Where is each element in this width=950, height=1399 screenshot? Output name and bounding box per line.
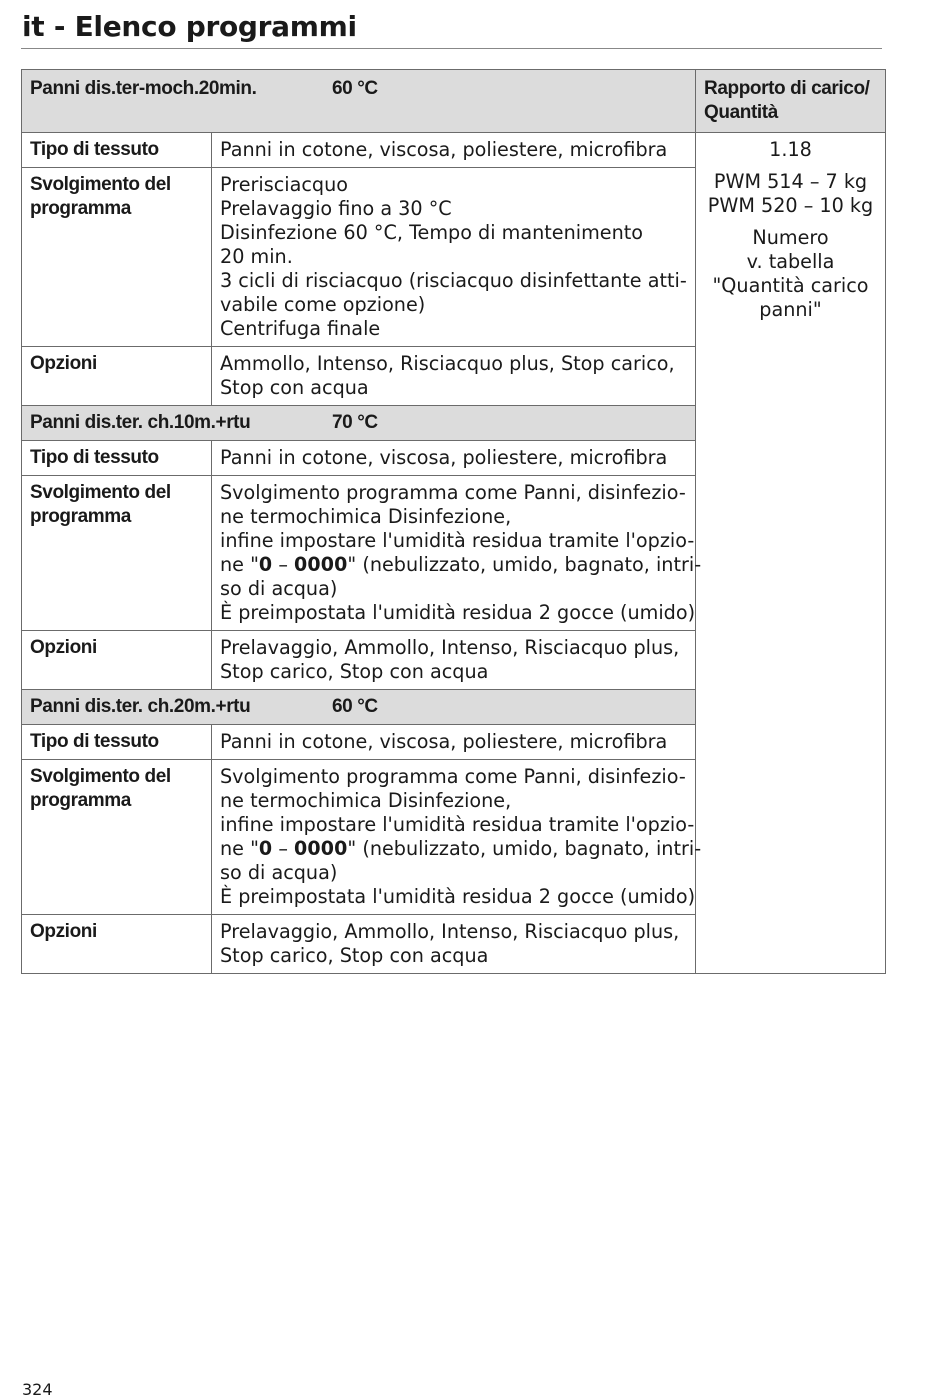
value-line: Centrifuga finale [220,317,381,340]
program-header [22,70,696,133]
value-line: 20 min. [220,245,293,268]
page-number: 324 [22,1380,53,1399]
row-value [212,441,696,476]
row-value [212,133,696,168]
program-name: Panni dis.ter. ch.20m.+rtu [30,696,251,717]
program-header-row [22,70,886,133]
value-line: ne "𝟬 – 𝟬𝟬𝟬𝟬" (nebulizzato, umido, bagnato, intri- [220,553,702,576]
load-note-line: Numero [752,226,829,249]
load-ratio-header: Rapporto di carico/ Quantità [696,70,886,133]
row-label [22,760,212,915]
row-label: Tipo di tessuto [22,725,212,760]
load-model: PWM 520 – 10 kg [707,194,874,217]
value-line: Stop carico, Stop con acqua [220,660,489,683]
value-line: vabile come opzione) [220,293,426,316]
program-name: Panni dis.ter-moch.20min. [30,78,257,99]
row-label: Opzioni [22,915,212,974]
row-value [212,631,696,690]
load-note-line: panni" [759,298,822,321]
row-label: Opzioni [22,347,212,406]
value-line: Disinfezione 60 °C, Tempo di mantenimento [220,221,643,244]
row-value [212,476,702,631]
row-label: Opzioni [22,631,212,690]
row-label [22,168,212,347]
program-temperature: 60 °C [332,78,378,99]
value-line: ne termochimica Disinfezione, [220,789,512,812]
value-line: È preimpostata l'umidità residua 2 gocce (umido) [220,885,696,908]
value-line: Ammollo, Intenso, Risciacquo plus, Stop carico, [220,352,675,375]
program-header [22,690,696,725]
page-title: it - Elenco programmi [22,10,357,43]
value-line: infine impostare l'umidità residua tramite l'opzio- [220,529,695,552]
value-line: Panni in cotone, viscosa, poliestere, microfibra [220,446,668,469]
table-row [22,133,886,168]
value-line: so di acqua) [220,861,338,884]
value-line: È preimpostata l'umidità residua 2 gocce (umido) [220,601,696,624]
row-value [212,725,696,760]
row-value [212,168,696,347]
value-line: Svolgimento programma come Panni, disinfezio- [220,765,686,788]
row-label: Tipo di tessuto [22,133,212,168]
value-line: Prerisciacquo [220,173,348,196]
title-divider [21,48,882,49]
load-ratio-value: 1.18 [769,138,812,161]
load-note-line: v. tabella [746,250,835,273]
value-line: Prelavaggio, Ammollo, Intenso, Risciacquo plus, [220,636,680,659]
row-value [212,760,702,915]
row-label-text: Svolgimento del programma [30,482,171,527]
program-header [22,406,696,441]
row-label-text: Svolgimento del programma [30,174,171,219]
row-label-text: Svolgimento del programma [30,766,171,811]
value-line: Panni in cotone, viscosa, poliestere, microfibra [220,730,668,753]
value-line: infine impostare l'umidità residua tramite l'opzio- [220,813,695,836]
load-model: PWM 514 – 7 kg [713,170,868,193]
value-line: Prelavaggio fino a 30 °C [220,197,452,220]
row-label: Tipo di tessuto [22,441,212,476]
program-table [21,69,886,974]
row-label [22,476,212,631]
value-line: Panni in cotone, viscosa, poliestere, microfibra [220,138,668,161]
value-line: Stop carico, Stop con acqua [220,944,489,967]
program-temperature: 60 °C [332,696,378,717]
value-line: Stop con acqua [220,376,369,399]
value-line: so di acqua) [220,577,338,600]
row-value [212,347,696,406]
value-line: Prelavaggio, Ammollo, Intenso, Risciacquo plus, [220,920,680,943]
value-line: ne termochimica Disinfezione, [220,505,512,528]
load-ratio-cell [696,133,886,974]
program-name: Panni dis.ter. ch.10m.+rtu [30,412,251,433]
program-temperature: 70 °C [332,412,378,433]
value-line: ne "𝟬 – 𝟬𝟬𝟬𝟬" (nebulizzato, umido, bagnato, intri- [220,837,702,860]
row-value [212,915,696,974]
value-line: 3 cicli di risciacquo (risciacquo disinfettante atti- [220,269,687,292]
value-line: Svolgimento programma come Panni, disinfezio- [220,481,686,504]
load-note-line: "Quantità carico [712,274,869,297]
